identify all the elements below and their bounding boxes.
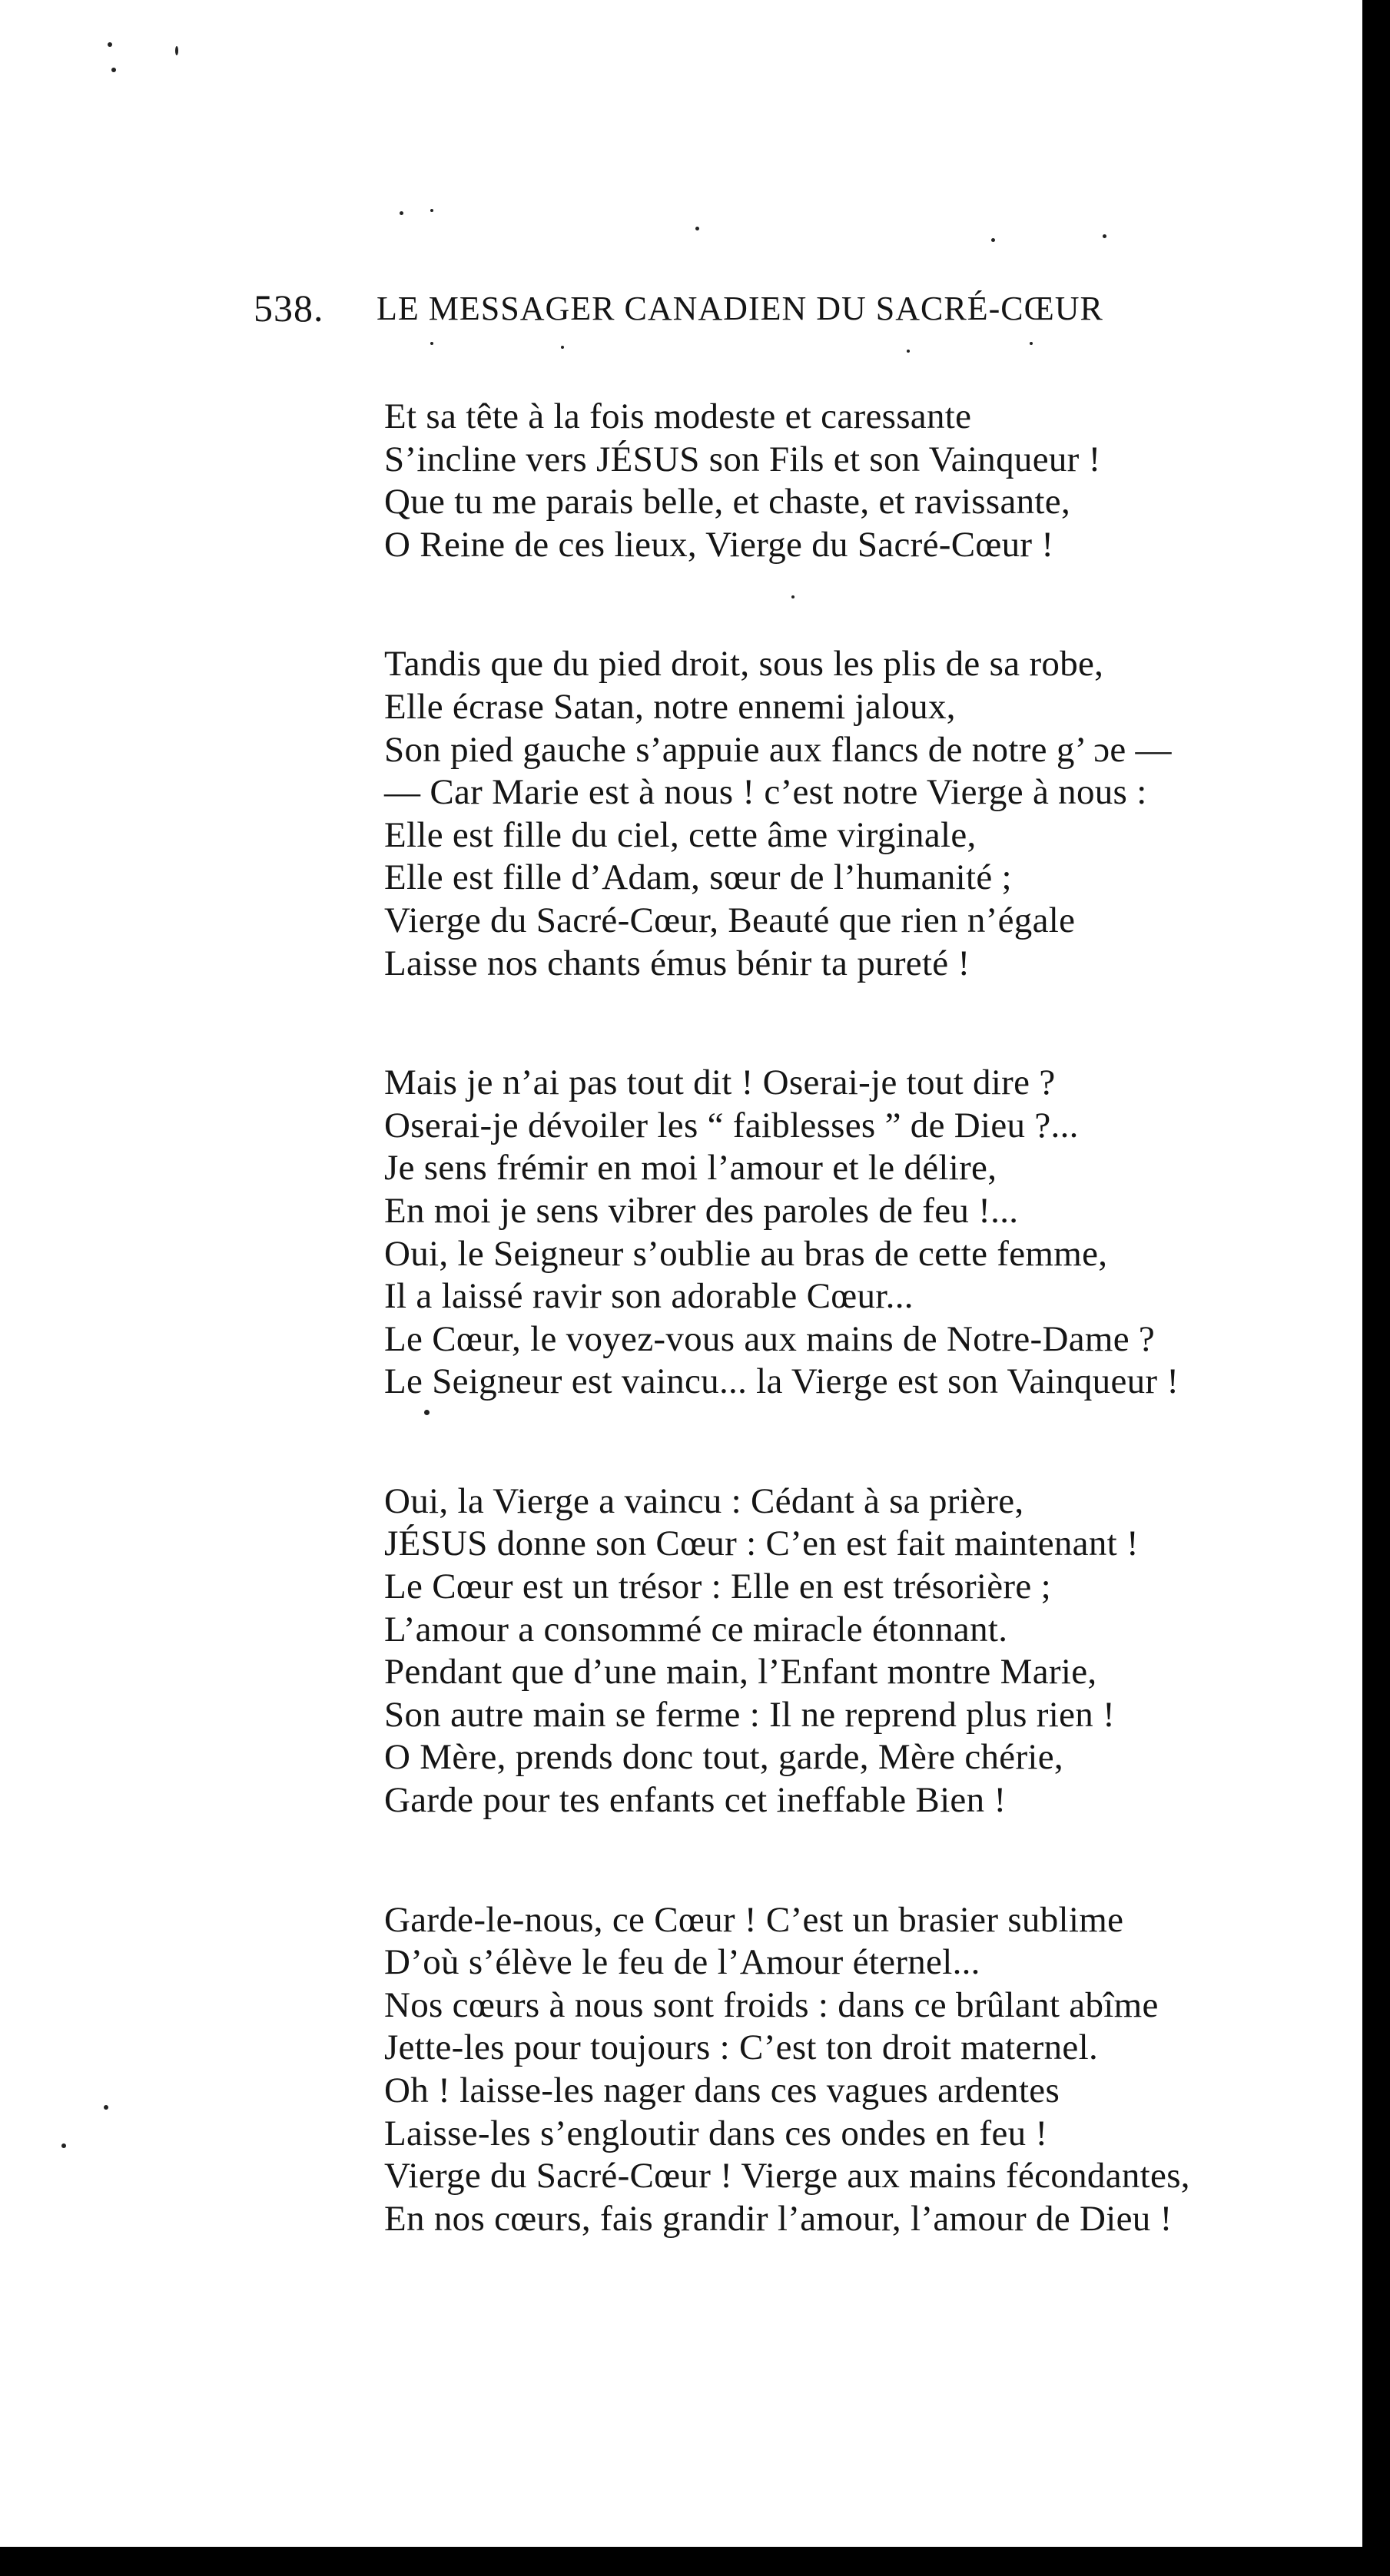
verse-line: — Car Marie est à nous ! c’est notre Vierge à nous : xyxy=(384,772,1147,813)
verse-line: Garde pour tes enfants cet ineffable Bien ! xyxy=(384,1780,1007,1821)
stanza-3 xyxy=(384,1062,1276,1404)
verse-line: Vierge du Sacré-Cœur ! Vierge aux mains fécondantes, xyxy=(384,2156,1190,2196)
verse-line: L’amour a consommé ce miracle étonnant. xyxy=(384,1609,1008,1649)
scan-speck xyxy=(400,211,403,215)
stanza-2 xyxy=(384,643,1276,985)
verse-line: En moi je sens vibrer des paroles de feu !... xyxy=(384,1190,1019,1231)
scan-speck xyxy=(108,42,112,47)
poem-body xyxy=(384,396,1276,2317)
verse-line: En nos cœurs, fais grandir l’amour, l’amour de Dieu ! xyxy=(384,2198,1173,2239)
scan-speck xyxy=(907,350,910,353)
running-title: LE MESSAGER CANADIEN DU SACRÉ-CŒUR xyxy=(377,290,1103,327)
stanza-4 xyxy=(384,1480,1276,1822)
verse-line: Mais je n’ai pas tout dit ! Oserai-je tout dire ? xyxy=(384,1063,1056,1103)
scan-speck xyxy=(695,227,699,230)
scan-edge-bottom xyxy=(0,2547,1390,2576)
stanza-5 xyxy=(384,1899,1276,2241)
verse-line: Oserai-je dévoiler les “ faiblesses ” de Dieu ?... xyxy=(384,1105,1079,1145)
verse-line: S’incline vers JÉSUS son Fils et son Vainqueur ! xyxy=(384,439,1101,479)
scan-speck xyxy=(430,209,433,212)
verse-line: Elle est fille du ciel, cette âme virginale, xyxy=(384,814,977,855)
verse-line: Et sa tête à la fois modeste et caressante xyxy=(384,396,972,436)
scan-speck xyxy=(561,346,564,349)
verse-line: Son pied gauche s’appuie aux flancs de notre g’ ɔe — xyxy=(384,729,1172,770)
verse-line: Le Seigneur est vaincu... la Vierge est son Vainqueur ! xyxy=(384,1361,1179,1402)
verse-line: JÉSUS donne son Cœur : C’en est fait maintenant ! xyxy=(384,1523,1139,1564)
verse-line: Elle écrase Satan, notre ennemi jaloux, xyxy=(384,686,956,727)
verse-line: O Mère, prends donc tout, garde, Mère chérie, xyxy=(384,1737,1063,1778)
verse-line: Tandis que du pied droit, sous les plis de sa robe, xyxy=(384,644,1104,685)
verse-line: Nos cœurs à nous sont froids : dans ce brûlant abîme xyxy=(384,1984,1159,2025)
scan-speck xyxy=(1030,342,1033,345)
verse-line: D’où s’élève le feu de l’Amour éternel... xyxy=(384,1942,980,1983)
verse-line: Le Cœur, le voyez-vous aux mains de Notre-Dame ? xyxy=(384,1318,1156,1359)
verse-line: Il a laissé ravir son adorable Cœur... xyxy=(384,1276,914,1317)
verse-line: Pendant que d’une main, l’Enfant montre Marie, xyxy=(384,1652,1097,1692)
scan-speck xyxy=(430,342,433,345)
scan-speck xyxy=(104,2105,108,2110)
scan-speck xyxy=(1103,234,1106,238)
verse-line: Oui, le Seigneur s’oublie au bras de cette femme, xyxy=(384,1233,1108,1274)
running-header xyxy=(254,286,1276,332)
verse-line: Jette-les pour toujours : C’est ton droit maternel. xyxy=(384,2027,1098,2068)
scan-speck xyxy=(111,68,116,72)
verse-line: Le Cœur est un trésor : Elle en est trésorière ; xyxy=(384,1566,1051,1607)
verse-line: Son autre main se ferme : Il ne reprend plus rien ! xyxy=(384,1694,1116,1735)
verse-line: Laisse nos chants émus bénir ta pureté ! xyxy=(384,943,970,983)
verse-line: Garde-le-nous, ce Cœur ! C’est un brasier sublime xyxy=(384,1899,1124,1940)
page-number: 538. xyxy=(254,287,324,330)
scan-edge-right xyxy=(1362,0,1390,2576)
stanza-1 xyxy=(384,396,1276,566)
verse-line: Oh ! laisse-les nager dans ces vagues ardentes xyxy=(384,2070,1060,2110)
verse-line: O Reine de ces lieux, Vierge du Sacré-Cœur ! xyxy=(384,524,1054,565)
verse-line: Laisse-les s’engloutir dans ces ondes en feu ! xyxy=(384,2113,1048,2153)
scan-speck xyxy=(175,46,178,55)
verse-line: Que tu me parais belle, et chaste, et ravissante, xyxy=(384,482,1070,522)
verse-line: Je sens frémir en moi l’amour et le délire, xyxy=(384,1148,997,1189)
verse-line: Oui, la Vierge a vaincu : Cédant à sa prière, xyxy=(384,1480,1024,1521)
scan-speck xyxy=(991,238,995,242)
verse-line: Elle est fille d’Adam, sœur de l’humanité ; xyxy=(384,857,1012,898)
scan-speck xyxy=(61,2143,66,2148)
verse-line: Vierge du Sacré-Cœur, Beauté que rien n’égale xyxy=(384,900,1076,940)
